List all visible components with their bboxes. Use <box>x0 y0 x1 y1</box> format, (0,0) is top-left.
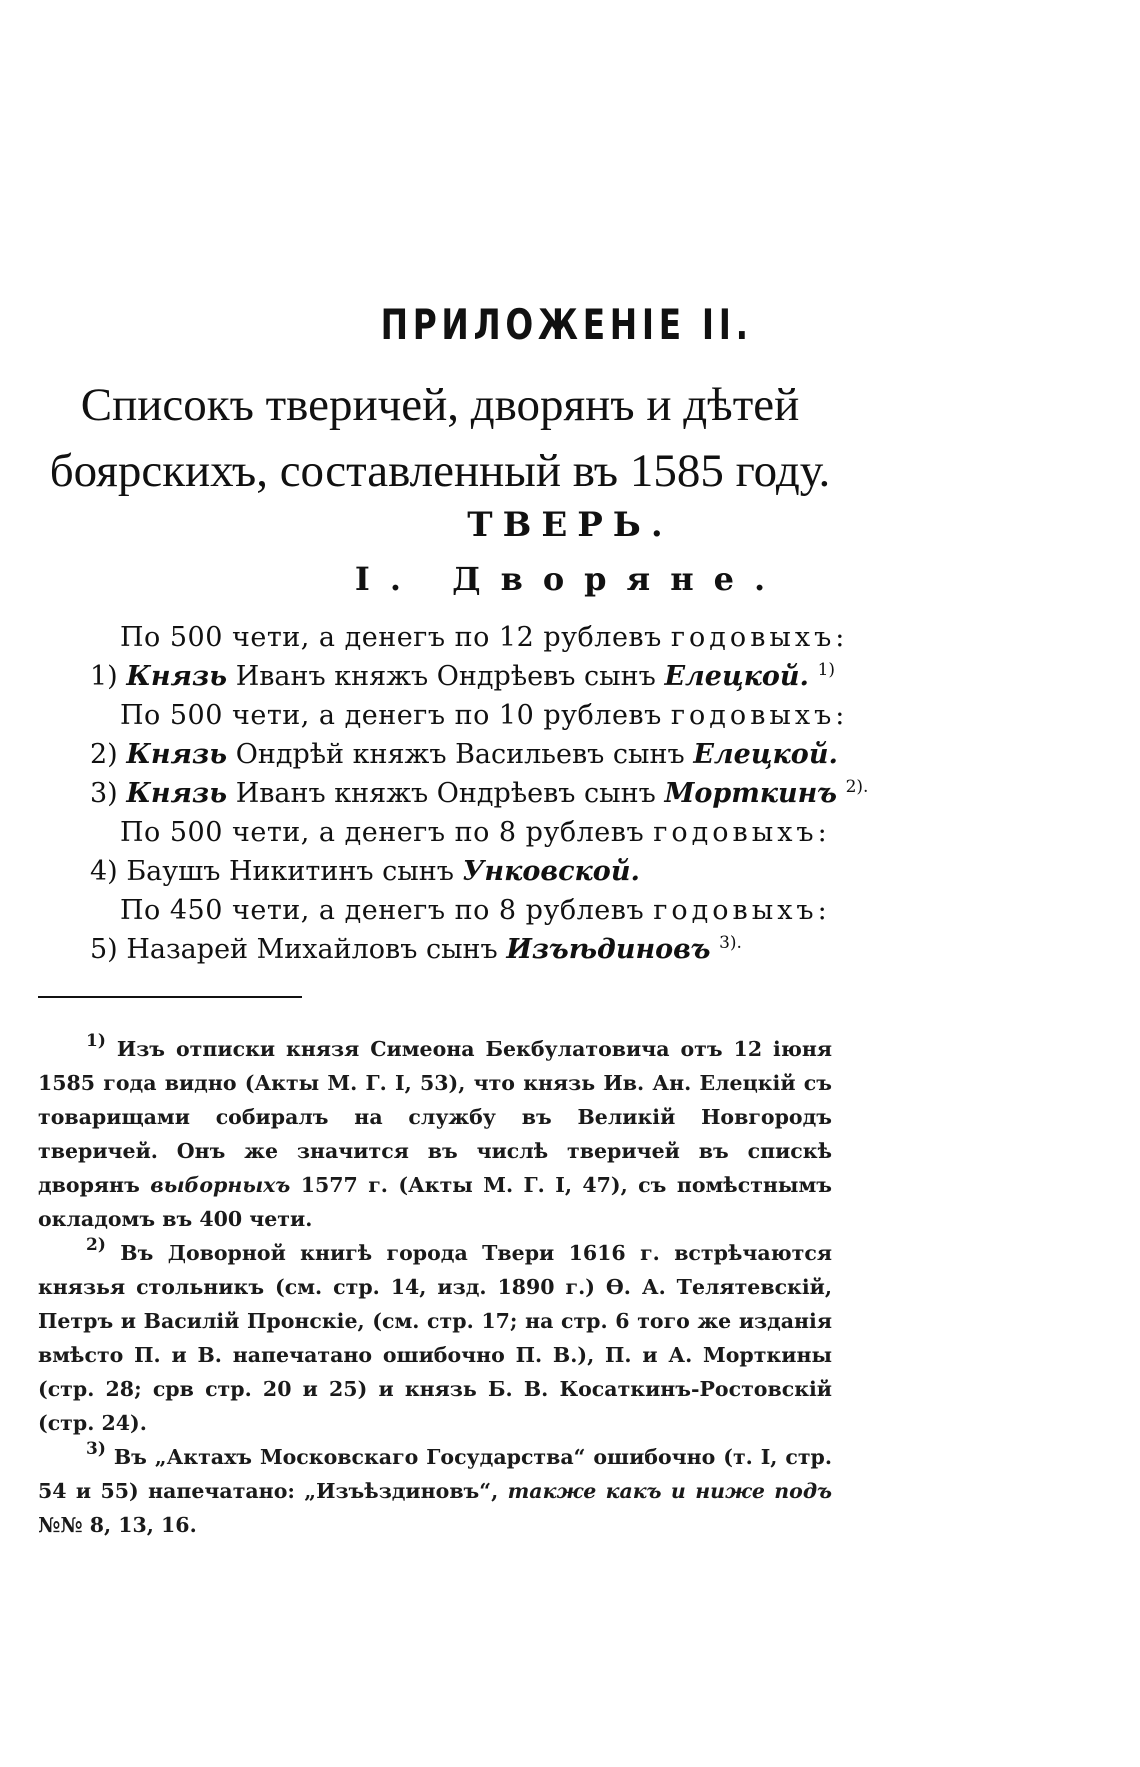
entry-number: 1) <box>90 661 118 692</box>
salary-heading <box>86 618 849 657</box>
footnote-emphasis: также какъ и ниже подъ <box>507 1479 832 1503</box>
salary-heading <box>86 696 849 735</box>
entry-surname: Унковской. <box>462 856 640 887</box>
list-item <box>86 930 846 969</box>
entry-surname: Елецкой. <box>693 739 838 770</box>
salary-heading-tail: годовыхъ: <box>670 622 849 653</box>
footnotes <box>38 1032 832 1542</box>
nobles-list <box>86 618 869 969</box>
footnote-text: Въ Доворной книгѣ города Твери 1616 г. встрѣчаются князья стольникъ (см. стр. 14, изд. 1890 г.) Ѳ. А. Телятевскій, Петръ и Василій Пронскіе, (см. стр. 17; на стр. 6 того же изданія вмѣсто П. и В. напечатано ошибочно П. В.), П. и А. Морткины (стр. 28; срв стр. 20 и 25) и князь Б. В. Косаткинъ-Ростовскій (стр. 24). <box>38 1241 833 1435</box>
entry-name: Назарей Михайловъ сынъ <box>126 934 498 965</box>
salary-heading-lead: По 500 чети, а денегъ по 10 рублевъ <box>120 700 662 731</box>
appendix-title: ПРИЛОЖЕНІЕ II. <box>380 300 753 349</box>
footnote-3 <box>38 1440 832 1542</box>
footnote-text: 1577 г. (Акты М. Г. I, 47), съ помѣстнымъ окладомъ въ 400 чети. <box>38 1173 832 1231</box>
entry-surname: Елецкой. <box>664 661 809 692</box>
footnote-mark: 1) <box>86 1031 106 1051</box>
city-heading: ТВЕРЬ. <box>467 505 673 545</box>
entry-name: Ондрѣй княжъ Васильевъ сынъ <box>235 739 685 770</box>
list-item <box>86 852 846 891</box>
footnote-2 <box>38 1236 832 1440</box>
footnote-emphasis: выборныхъ <box>150 1173 291 1197</box>
entry-surname: Морткинъ <box>664 778 837 809</box>
footnote-1 <box>38 1032 832 1236</box>
salary-heading-tail: годовыхъ: <box>653 817 831 848</box>
footnote-divider <box>38 996 302 998</box>
footnote-mark: 2) <box>86 1235 106 1255</box>
footnote-text: №№ 8, 13, 16. <box>38 1513 197 1537</box>
list-item <box>86 657 846 696</box>
entry-title: Князь <box>126 739 228 770</box>
entry-number: 2) <box>90 739 118 770</box>
footnote-ref: 1) <box>817 660 836 680</box>
entry-number: 3) <box>90 778 118 809</box>
salary-heading-lead: По 500 чети, а денегъ по 8 рублевъ <box>120 817 645 848</box>
entry-title: Князь <box>126 661 228 692</box>
salary-heading-lead: По 500 чети, а денегъ по 12 рублевъ <box>120 622 662 653</box>
list-title: Списокъ тверичей, дворянъ и дѣтей боярскихъ, составленный въ 1585 году. <box>49 379 831 497</box>
footnote-text: Въ „Актахъ Московскаго Государства“ ошибочно (т. I, стр. 54 и 55) напечатано: „Изъѣздиновъ“, <box>38 1445 833 1503</box>
footnote-ref: 2). <box>845 777 869 797</box>
entry-name: Баушъ Никитинъ сынъ <box>126 856 454 887</box>
entry-name: Иванъ княжъ Ондрѣевъ сынъ <box>235 661 656 692</box>
salary-heading-tail: годовыхъ: <box>670 700 849 731</box>
salary-heading-lead: По 450 чети, а денегъ по 8 рублевъ <box>120 895 645 926</box>
list-item <box>86 735 846 774</box>
footnote-mark: 3) <box>86 1439 106 1459</box>
entry-number: 5) <box>90 934 118 965</box>
salary-heading <box>86 891 846 930</box>
salary-heading <box>86 813 846 852</box>
entry-surname: Изъѣдиновъ <box>506 934 711 965</box>
entry-title: Князь <box>126 778 228 809</box>
footnote-ref: 3). <box>719 933 742 953</box>
entry-name: Иванъ княжъ Ондрѣевъ сынъ <box>235 778 656 809</box>
entry-number: 4) <box>90 856 118 887</box>
footnote-text: Изъ отписки князя Симеона Бекбулатовича отъ 12 іюня 1585 года видно (Акты М. Г. I, 53), что князь Ив. Ан. Елецкій съ товарищами собиралъ на службу въ Великій Новгородъ тверичей. Онъ же значится въ числѣ тверичей въ спискѣ дворянъ <box>38 1037 833 1197</box>
salary-heading-tail: годовыхъ: <box>653 895 831 926</box>
list-item <box>86 774 869 813</box>
section-heading: I. Дворяне. <box>354 560 786 598</box>
